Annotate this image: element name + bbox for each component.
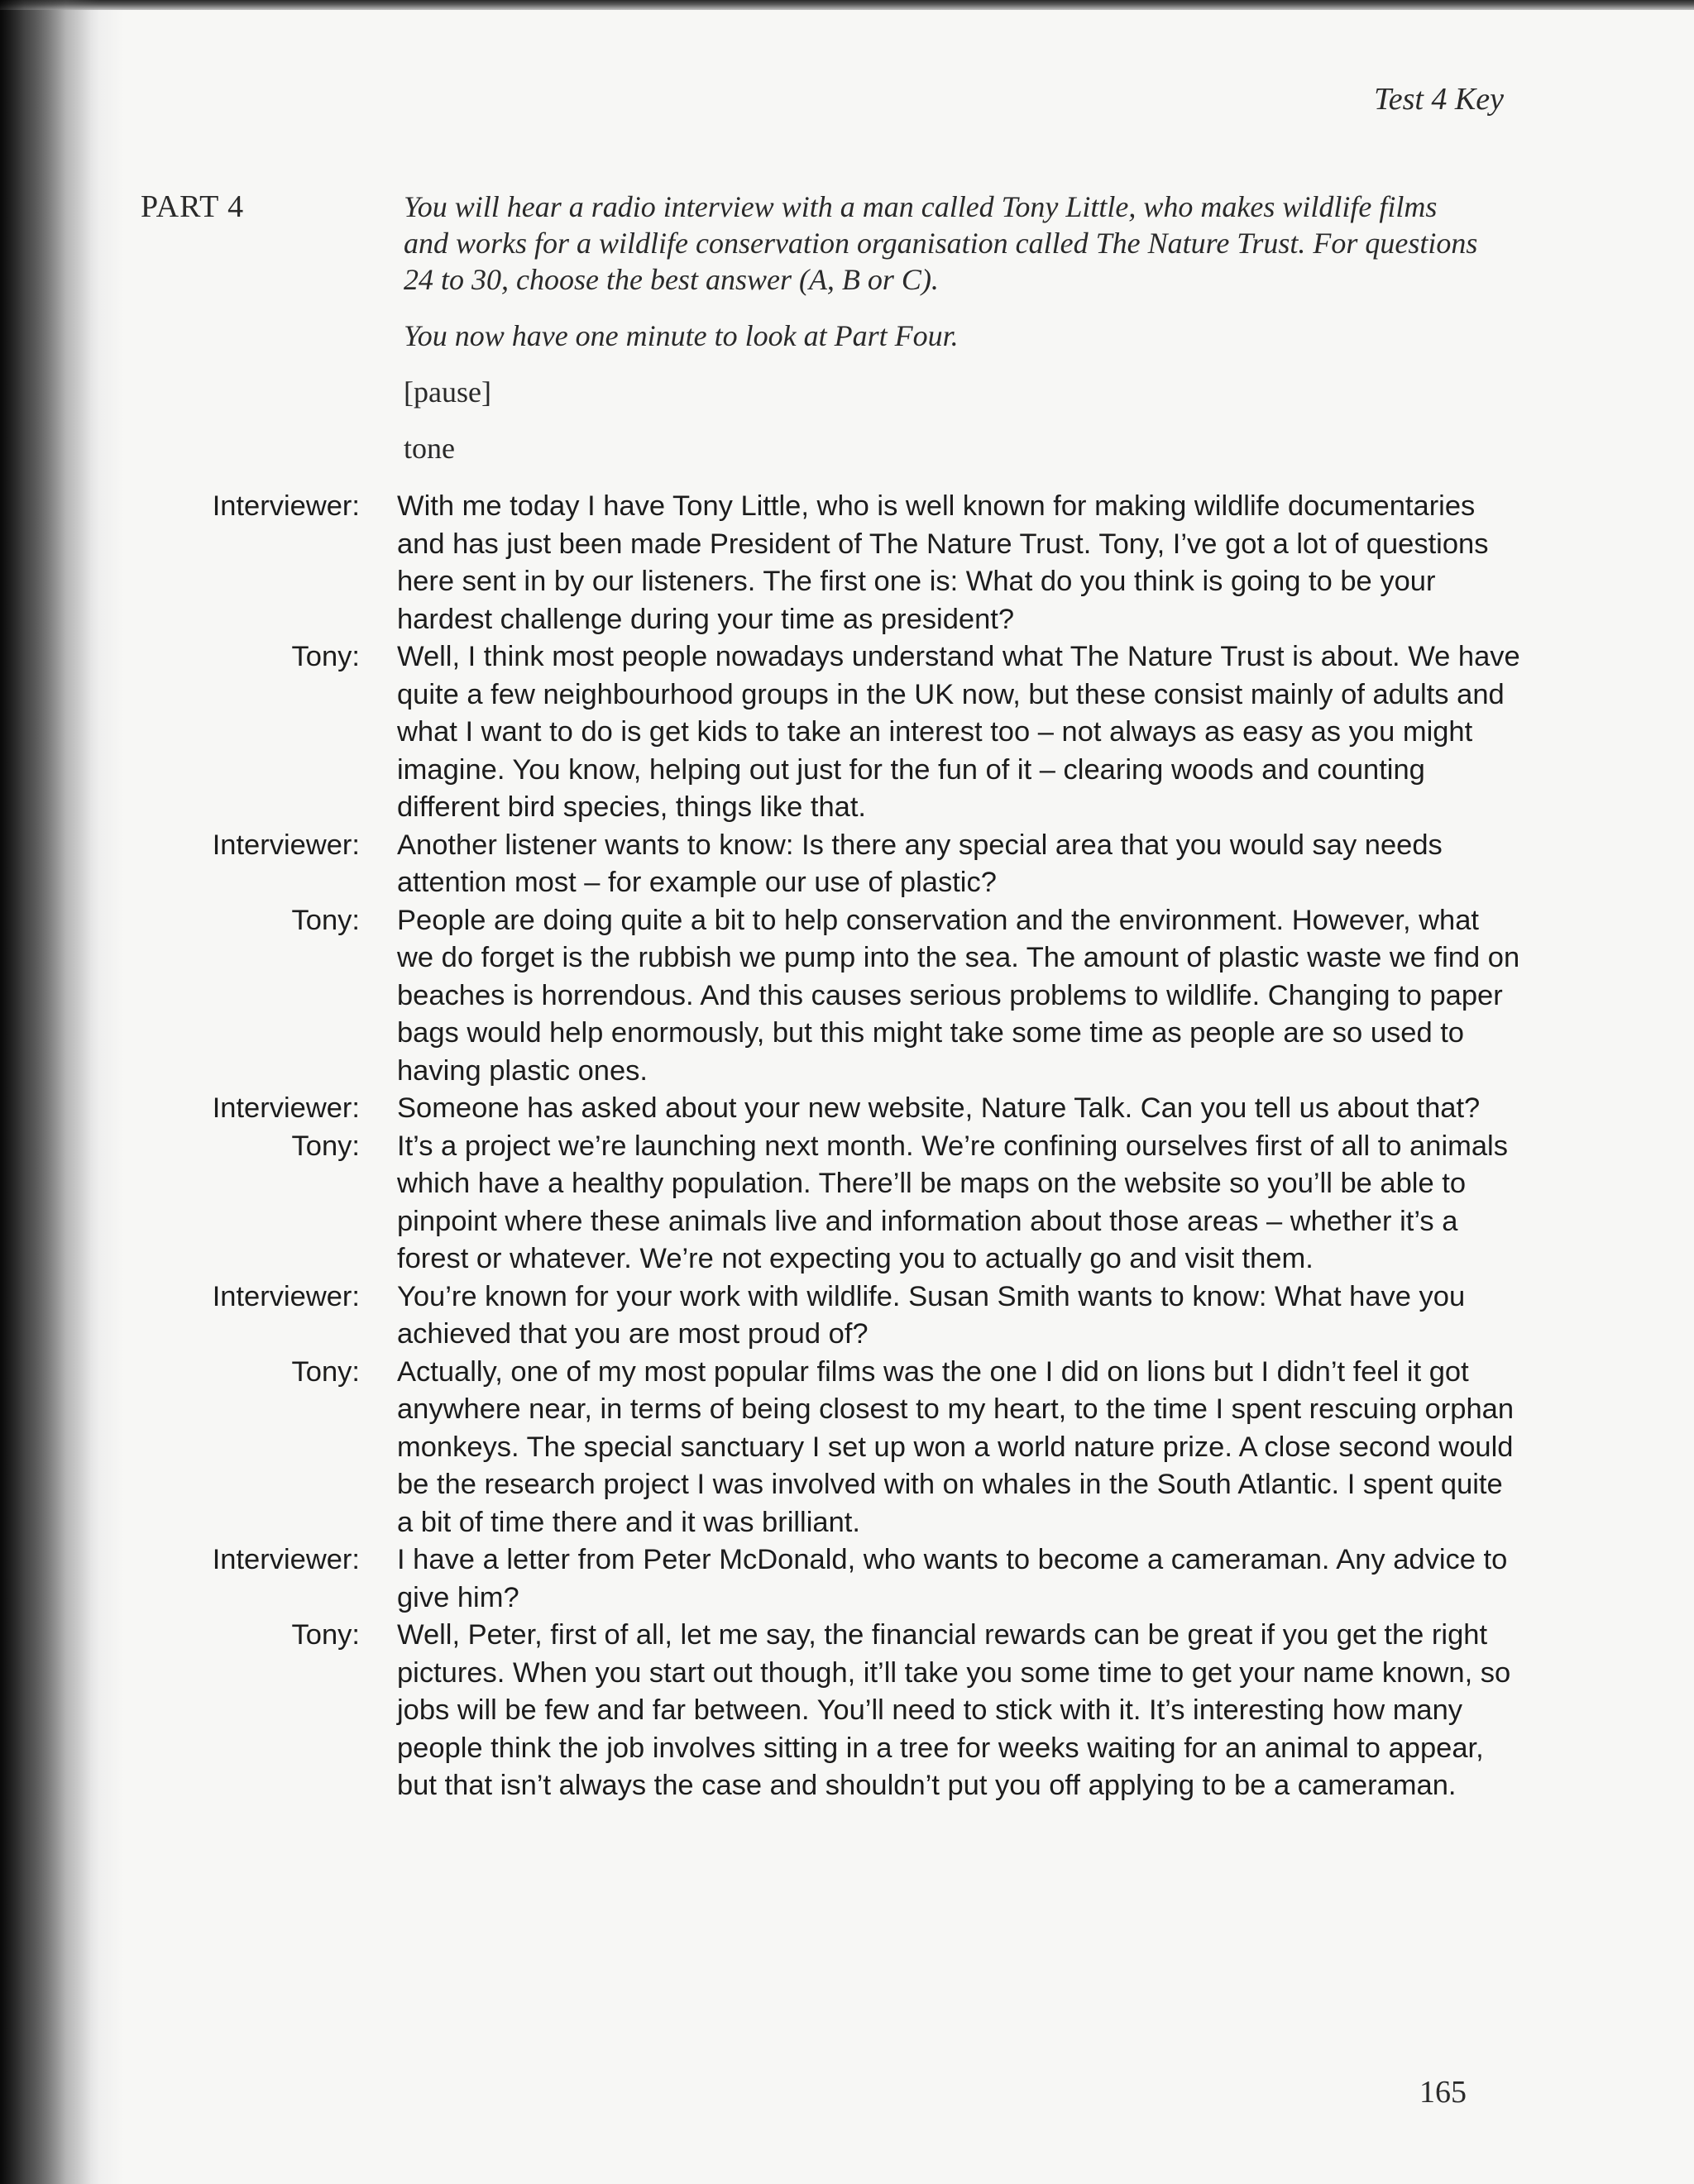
transcript-turn: [165, 488, 1522, 638]
transcript-turn: [165, 638, 1522, 827]
transcript-turn: [165, 902, 1522, 1091]
transcript-turn: [165, 1541, 1522, 1617]
transcript-turn: [165, 1354, 1522, 1542]
speaker-label: Interviewer:: [212, 1280, 360, 1312]
transcript: [165, 488, 1522, 1805]
speech-text: People are doing quite a bit to help conservation and the environment. However, what we do forget is the rubbish we pump into the sea. The amount of plastic waste we find on beaches is horrendous. And this causes serious problems to wildlife. Changing to paper bags would help enormously, but this might take some time as people are so used to having plastic ones.: [397, 904, 1520, 1087]
book-spine-shadow: [0, 0, 99, 2184]
running-head: Test 4 Key: [1374, 82, 1504, 117]
speech-text: I have a letter from Peter McDonald, who wants to become a cameraman. Any advice to give him?: [397, 1544, 1508, 1613]
speaker-label: Tony:: [291, 1355, 360, 1388]
speaker-label: Tony:: [291, 1130, 360, 1162]
speaker-label: Interviewer:: [212, 1092, 360, 1124]
intro-minute-note: You now have one minute to look at Part Four.: [404, 319, 959, 352]
speaker-label: Interviewer:: [212, 829, 360, 861]
transcript-turn: [165, 1617, 1522, 1805]
speaker-label: Interviewer:: [212, 490, 360, 522]
speaker-label: Interviewer:: [212, 1544, 360, 1575]
intro-pause: [pause]: [404, 375, 491, 409]
intro-instructions: You will hear a radio interview with a man called Tony Little, who makes wildlife films and works for a wildlife conservation organisation called The Nature Trust. For questions 24 to 30, choose the best answer (A, B or C).: [404, 190, 1478, 296]
part-label: PART 4: [141, 189, 245, 224]
transcript-turn: [165, 1128, 1522, 1278]
transcript-turn: [165, 1090, 1522, 1128]
speech-text: Well, Peter, first of all, let me say, the financial rewards can be great if you get the right pictures. When you start out though, it’ll take you some time to get your name known, so jobs will be few and far between. You’ll need to stick with it. It’s interesting how many people think the job involves sitting in a tree for weeks waiting for an animal to appear, but that isn’t always the case and shouldn’t put you off applying to be a cameraman.: [397, 1619, 1511, 1801]
transcript-turn: [165, 1278, 1522, 1354]
speech-text: You’re known for your work with wildlife. Susan Smith wants to know: What have you achieved that you are most proud of?: [397, 1280, 1466, 1350]
speech-text: It’s a project we’re launching next month. We’re confining ourselves first of all to animals which have a healthy population. There’ll be maps on the website so you’ll be able to pinpoint where these animals live and information about those areas – whether it’s a forest or whatever. We’re not expecting you to actually go and visit them.: [397, 1130, 1508, 1274]
speech-text: Actually, one of my most popular films was the one I did on lions but I didn’t feel it got anywhere near, in terms of being closest to my heart, to the time I spent rescuing orphan monkeys. The special sanctuary I set up won a world nature prize. A close second would be the research project I was involved with on whales in the South Atlantic. I spent quite a bit of time there and it was brilliant.: [397, 1355, 1515, 1538]
transcript-turn: [165, 827, 1522, 902]
intro-tone: tone: [404, 432, 455, 465]
speaker-label: Tony:: [291, 641, 360, 672]
page-number: 165: [1419, 2075, 1467, 2110]
speaker-label: Tony:: [291, 904, 360, 936]
part-intro: [404, 189, 1479, 486]
speech-text: Another listener wants to know: Is there any special area that you would say needs attention most – for example our use of plastic?: [397, 829, 1443, 898]
speaker-label: Tony:: [291, 1619, 360, 1651]
speech-text: Well, I think most people nowadays understand what The Nature Trust is about. We have quite a few neighbourhood groups in the UK now, but these consist mainly of adults and what I want to do is get kids to take an interest too – not always as easy as you might imagine. You know, helping out just for the fun of it – clearing woods and counting different bird species, things like that.: [397, 641, 1520, 823]
speech-text: With me today I have Tony Little, who is well known for making wildlife documentaries and has just been made President of The Nature Trust. Tony, I’ve got a lot of questions here sent in by our listeners. The first one is: What do you think is going to be your hardest challenge during your time as president?: [397, 490, 1489, 635]
page-top-edge-shadow: [0, 0, 1694, 10]
speech-text: Someone has asked about your new website, Nature Talk. Can you tell us about that?: [397, 1092, 1481, 1124]
